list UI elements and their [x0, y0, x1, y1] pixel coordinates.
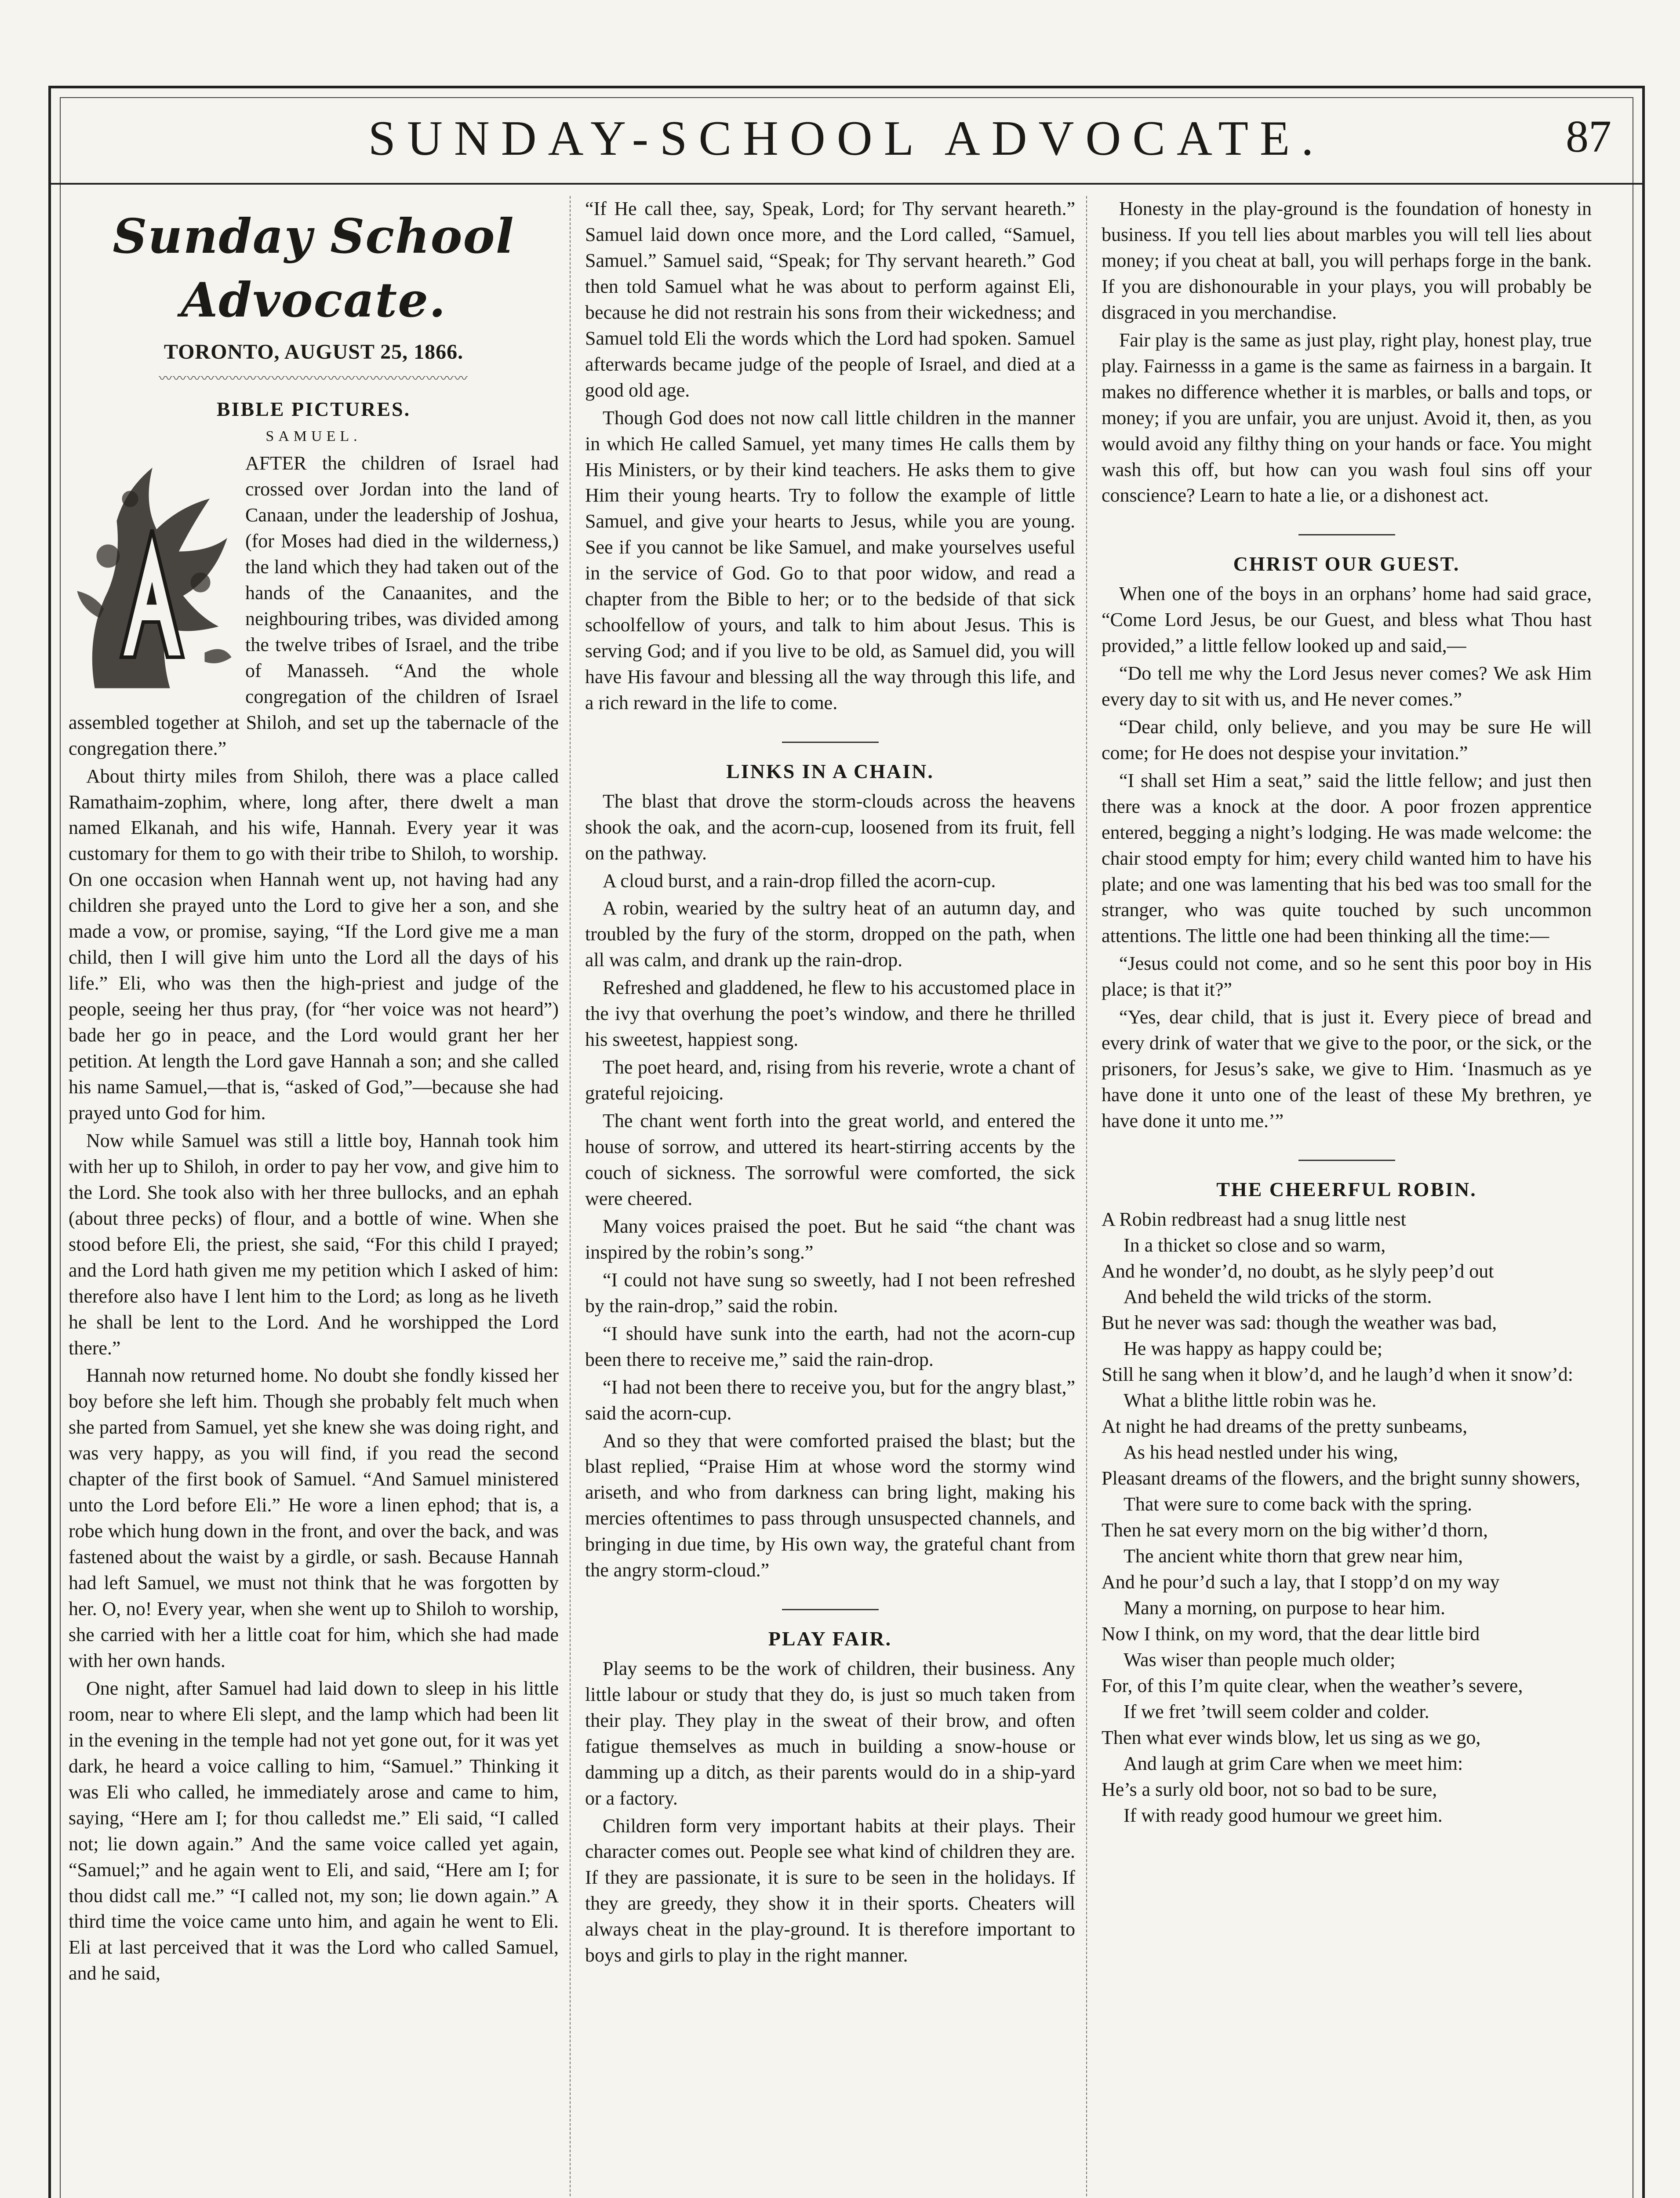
section-separator [585, 1591, 1075, 1617]
poem-line: If with ready good humour we greet him. [1124, 1804, 1443, 1826]
links-paragraph: The blast that drove the storm-clouds across the heavens shook the oak, and the acorn-cup, loosened from its fruit, fell on the pathway. [585, 790, 1075, 864]
links-paragraph: “I should have sunk into the earth, had not the acorn-cup been there to receive me,” said the rain-drop. [585, 1322, 1075, 1370]
poem-line: Then he sat every morn on the big wither’d thorn, [1102, 1519, 1488, 1541]
poem-line: Many a morning, on purpose to hear him. [1124, 1597, 1445, 1619]
poem-line: Still he sang when it blow’d, and he laugh’d when it snow’d: [1102, 1364, 1573, 1386]
poem-line: At night he had dreams of the pretty sunbeams, [1102, 1416, 1468, 1437]
column-divider-2 [1086, 196, 1087, 2198]
bible-pictures-heading: BIBLE PICTURES. [216, 397, 411, 420]
play-fair-paragraph: Honesty in the play-ground is the foundation of honesty in business. If you tell lies about marbles you will tell lies about money; if you cheat at ball, you will perhaps forge in the bank. If you are dishonourable in your plays, you will probably be disgraced in you merchandise. [1102, 198, 1592, 323]
christ-our-guest-paragraph: “Jesus could not come, and so he sent this poor boy in His place; is that it?” [1102, 953, 1592, 1001]
bible-pictures-paragraph: Hannah now returned home. No doubt she fondly kissed her boy before she left him. Though she probably felt much when she parted from Samuel, yet she knew she was doing right, and was very happy, as you will find, if you read the second chapter of the first book of Samuel. “And Samuel ministered unto the Lord before Eli.” He wore a linen ephod; that is, a robe which hung down in the front, and over the back, and was fastened about the waist by a girdle, or sash. Because Hannah had left Samuel, we must not think that he was forgotten by her. O, no! Every year, when she went up to Shiloh to worship, she carried with her a little coat for him, which she had made with her own hands. [69, 1365, 559, 1671]
running-title: SUNDAY-SCHOOL ADVOCATE. [368, 111, 1325, 166]
poem-line: Then what ever winds blow, let us sing as we go, [1102, 1726, 1481, 1748]
christ-our-guest-paragraph: “I shall set Him a seat,” said the little fellow; and just then there was a knock at the door. A poor frozen apprentice entered, begging a night’s lodging. He was made welcome: the chair stood empty for him; every child wanted him to have his plate; and one was lamenting that his bed was too small for the stranger, who was quite touched by such uncommon attentions. The little one had been thinking all the time:— [1102, 769, 1592, 947]
ornamental-initial-a-icon [69, 451, 236, 697]
bible-pictures-paragraph: About thirty miles from Shiloh, there was a place called Ramathaim-zophim, where, long after, there dwelt a man named Elkanah, and his wife, Hannah. Every year it was customary for them to go with their tribe to Shiloh, to worship. On one occasion when Hannah went up, not having had any children she prayed unto the Lord to give her a son, and she made a vow, or promise, saying, “If the Lord give me a man child, then I will give him unto the Lord all the days of his life.” Eli, who was then the high-priest and judge of the people, seeing her thus pray, (for “her voice was not heard”) bade her go in peace, and the Lord would grant her her petition. At length the Lord gave Hannah a son; and she called his name Samuel,—that is, “asked of God,”—because she had prayed unto God for him. [69, 765, 559, 1124]
header-rule [51, 183, 1642, 185]
poem-line: And laugh at grim Care when we meet him: [1124, 1752, 1463, 1774]
cheerful-robin-heading: THE CHEERFUL ROBIN. [1216, 1178, 1477, 1201]
poem-line: He’s a surly old boor, not so bad to be sure, [1102, 1778, 1437, 1800]
poem-line: And he wonder’d, no doubt, as he slyly peep’d out [1102, 1260, 1494, 1282]
wavy-rule: 〰〰〰〰〰〰〰〰〰〰〰〰〰〰〰〰〰〰〰〰〰〰 [159, 371, 469, 386]
section-separator [1102, 1142, 1592, 1168]
christ-our-guest-paragraph: “Yes, dear child, that is just it. Every piece of bread and every drink of water that we give to the poor, or the sick, or the prisoners, for Jesus’s sake, we give to Him. ‘Inasmuch as ye have done it unto one of the least of these My brethren, ye have done it unto me.’” [1102, 1006, 1592, 1132]
links-paragraph: A cloud burst, and a rain-drop filled the acorn-cup. [603, 870, 996, 892]
play-fair-heading: PLAY FAIR. [768, 1627, 892, 1650]
section-separator [1102, 517, 1592, 542]
poem-line: Was wiser than people much older; [1124, 1648, 1396, 1670]
poem-line: In a thicket so close and so warm, [1124, 1234, 1386, 1256]
poem-line: And beheld the wild tricks of the storm. [1124, 1286, 1432, 1308]
poem-line: A Robin redbreast had a snug little nest [1102, 1208, 1406, 1230]
poem-line: Now I think, on my word, that the dear little bird [1102, 1623, 1480, 1645]
christ-our-guest-paragraph: When one of the boys in an orphans’ home had said grace, “Come Lord Jesus, be our Guest, and bless what Thou hast provided,” a little fellow looked up and said,— [1102, 583, 1592, 656]
poem-line: He was happy as happy could be; [1124, 1338, 1382, 1360]
poem-line: If we fret ’twill seem colder and colder. [1124, 1700, 1429, 1722]
samuel-subheading: SAMUEL. [265, 428, 362, 444]
poem-line: But he never was sad: though the weather was bad, [1102, 1312, 1497, 1334]
page-border [48, 86, 1645, 2198]
bible-pictures-paragraph: “If He call thee, say, Speak, Lord; for Thy servant heareth.” Samuel laid down once more, and the Lord called, “Samuel, Samuel.” Samuel said, “Speak; for Thy servant heareth.” God then told Samuel what he was about to perform against Eli, because he did not restrain his sons from their wickedness; and Samuel told Eli the words which the Lord had spoken. Samuel afterwards became judge of the people of Israel, and died at a good old age. [585, 198, 1075, 401]
links-in-a-chain-heading: LINKS IN A CHAIN. [726, 760, 934, 783]
links-paragraph: Refreshed and gladdened, he flew to his accustomed place in the ivy that overhung the poet’s window, and there he thrilled his sweetest, happiest song. [585, 977, 1075, 1051]
play-fair-paragraph: Children form very important habits at their plays. Their character comes out. People see what kind of children they are. If they are passionate, it is sure to be seen in the holidays. If they are greedy, they show it in their sports. Cheaters will always cheat in the play-ground. It is therefore important to boys and girls to play in the right manner. [585, 1815, 1075, 1966]
masthead-title: Sunday School Advocate. [113, 209, 515, 328]
dateline: TORONTO, AUGUST 25, 1866. [164, 340, 464, 364]
links-paragraph: “I could not have sung so sweetly, had I not been refreshed by the rain-drop,” said the robin. [585, 1269, 1075, 1317]
bible-pictures-paragraph: AFTER the children of Israel had crossed over Jordan into the land of Canaan, under the leadership of Joshua, (for Moses had died in the wilderness,) the land which they had taken out of the hands of the Canaanites, and the neighbouring tribes, was divided among the twelve tribes of Israel, and the tribe of Manasseh. “And the whole congregation of the children of Israel assembled together at Shiloh, and set up the tabernacle of the congregation there.” [69, 452, 559, 759]
poem-line: That were sure to come back with the spring. [1124, 1493, 1472, 1515]
section-separator [585, 724, 1075, 750]
poem-line: As his head nestled under his wing, [1124, 1441, 1398, 1463]
poem-line: For, of this I’m quite clear, when the weather’s severe, [1102, 1674, 1523, 1696]
play-fair-paragraph: Fair play is the same as just play, right play, honest play, true play. Fairnesss in a game is the same as fairness in a bargain. It makes no difference whether it is marbles, or balls and tops, or money; if you are unfair, you are unjust. Avoid it, then, as you would avoid any filthy thing on your hands or face. You might wash this off, but how can you wash foul sins off your conscience? Learn to hate a lie, or a dishonest act. [1102, 329, 1592, 506]
bible-pictures-paragraph: Now while Samuel was still a little boy, Hannah took him with her up to Shiloh, in order to pay her vow, and give him to the Lord. She took also with her three bullocks, and an ephah (about three pecks) of flour, and a bottle of wine. When she stood before Eli, the priest, she said, “For this child I prayed; and the Lord hath given me my petition which I asked of him: therefore also have I lent him to the Lord; as long as he liveth he shall be lent to the Lord. And he worshipped the Lord there.” [69, 1129, 559, 1359]
cheerful-robin-poem [1102, 1207, 1592, 1829]
poem-line: What a blithe little robin was he. [1124, 1390, 1377, 1412]
column-2 [585, 196, 1075, 2198]
links-paragraph: Many voices praised the poet. But he said “the chant was inspired by the robin’s song.” [585, 1215, 1075, 1263]
links-paragraph: The chant went forth into the great world, and entered the house of sorrow, and uttered its heart-stirring accents by the couch of sickness. The sorrowful were comforted, the sick were cheered. [585, 1110, 1075, 1209]
column-3 [1102, 196, 1592, 2198]
play-fair-paragraph: Play seems to be the work of children, their business. Any little labour or study that they do, is just so much taken from their play. They play in the sweat of their brow, and often fatigue themselves as much in building a snow-house or damming up a ditch, as their parents would do in a ship-yard or a factory. [585, 1657, 1075, 1809]
christ-our-guest-paragraph: “Do tell me why the Lord Jesus never comes? We ask Him every day to sit with us, and He never comes.” [1102, 662, 1592, 710]
running-head [51, 110, 1642, 185]
links-paragraph: A robin, wearied by the sultry heat of an autumn day, and troubled by the fury of the storm, dropped on the path, when all was calm, and drank up the rain-drop. [585, 897, 1075, 971]
christ-our-guest-paragraph: “Dear child, only believe, and you may be sure He will come; for He does not despise your invitation.” [1102, 716, 1592, 764]
page-number: 87 [1566, 111, 1611, 162]
links-paragraph: The poet heard, and, rising from his reverie, wrote a chant of grateful rejoicing. [585, 1056, 1075, 1104]
poem-line: Pleasant dreams of the flowers, and the bright sunny showers, [1102, 1467, 1580, 1489]
links-paragraph: “I had not been there to receive you, but for the angry blast,” said the acorn-cup. [585, 1376, 1075, 1424]
poem-line: And he pour’d such a lay, that I stopp’d on my way [1102, 1571, 1500, 1593]
bible-pictures-paragraph: Though God does not now call little children in the manner in which He called Samuel, yet many times He calls them by His Ministers, or by their kind teachers. He asks them to give Him their young hearts. Try to follow the example of little Samuel, and give your hearts to Jesus, while you are young. See if you cannot be like Samuel, and make yourselves useful in the service of God. Go to that poor widow, and read a chapter from the Bible to her; or to the bedside of that sick schoolfellow of yours, and talk to him about Jesus. This is serving God; and if you live to be old, as Samuel did, you will have His favour and blessing all the way through this life, and a rich reward in the life to come. [585, 407, 1075, 714]
christ-our-guest-heading: CHRIST OUR GUEST. [1233, 553, 1460, 575]
bible-pictures-paragraph: One night, after Samuel had laid down to sleep in his little room, near to where Eli slept, and the lamp which had been lit in the evening in the temple had not yet gone out, for it was yet dark, he heard a voice calling to him, “Samuel.” Thinking it was Eli who called, he immediately arose and came to him, saying, “Here am I; for thou calledst me.” Eli said, “I called not; lie down again.” And the same voice called yet again, “Samuel;” and he again went to Eli, and said, “Here am I; for thou didst call me.” “I called not, my son; lie down again.” A third time the voice came unto him, and again he went to Eli. Eli at last perceived that it was the Lord who called Samuel, and he said, [69, 1677, 559, 1984]
poem-line: The ancient white thorn that grew near him, [1124, 1545, 1463, 1567]
links-paragraph: And so they that were comforted praised the blast; but the blast replied, “Praise Him at whose word the stormy wind ariseth, and who from darkness can bring light, making his mercies oftentimes to pass through unsuspected channels, and bringing in due time, by His own way, the grateful chant from the angry storm-cloud.” [585, 1430, 1075, 1581]
column-1 [69, 196, 559, 2198]
column-divider-1 [570, 196, 571, 2198]
